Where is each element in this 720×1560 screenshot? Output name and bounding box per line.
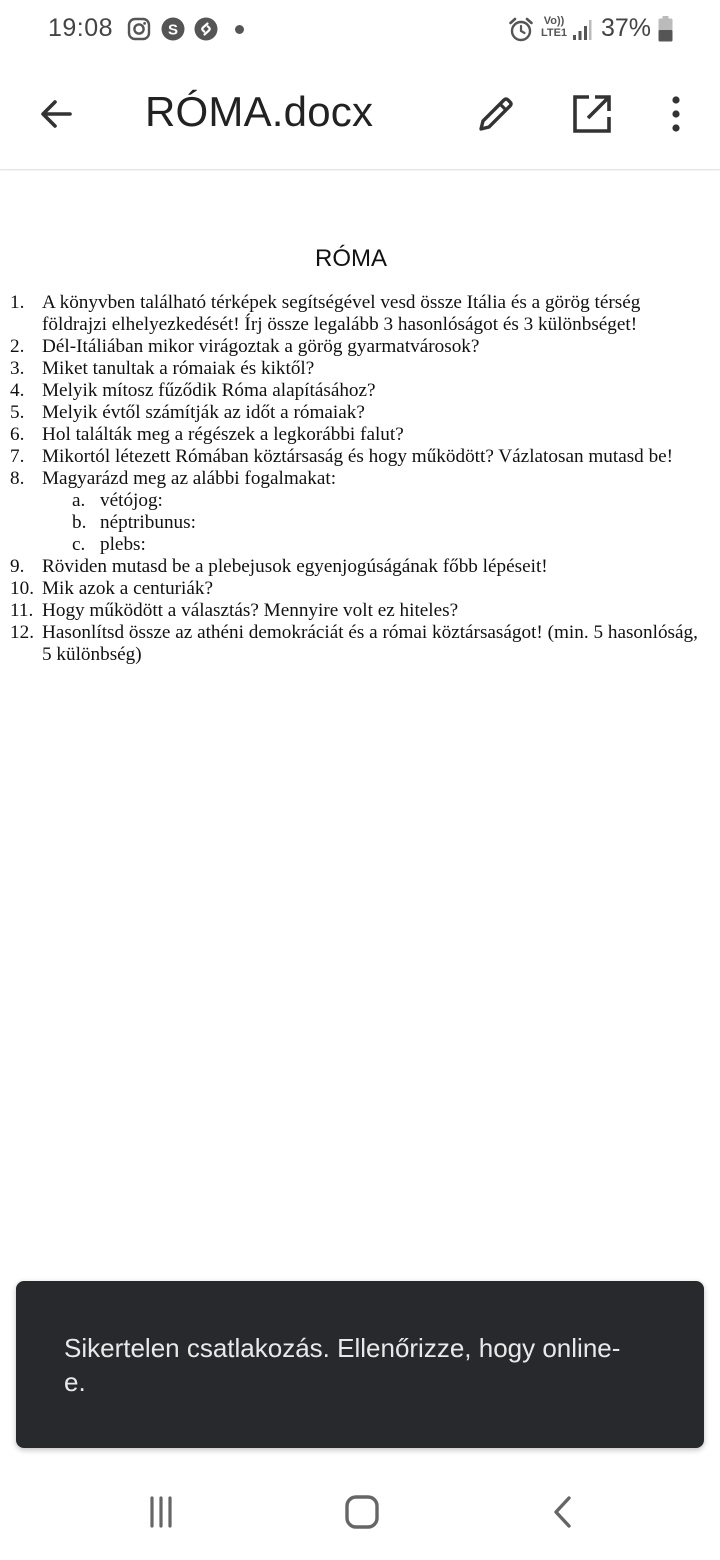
status-bar: [0, 0, 720, 60]
item-number: 2.: [10, 336, 25, 357]
pencil-icon: [475, 93, 517, 135]
recents-icon: [143, 1494, 179, 1530]
item-text: Dél-Itáliában mikor virágoztak a görög gyarmatvárosok?: [42, 336, 480, 357]
sub-item-letter: b.: [72, 512, 87, 533]
list-item: [10, 358, 710, 380]
open-external-icon: [571, 93, 613, 135]
list-item: [10, 600, 710, 622]
list-item: [10, 292, 710, 336]
sub-item-letter: a.: [72, 490, 86, 511]
item-number: 5.: [10, 402, 25, 423]
skype-icon: [160, 16, 186, 42]
sub-list-item: [42, 512, 710, 534]
item-text: Hogy működött a választás? Mennyire volt ez hiteles?: [42, 600, 459, 621]
sub-item-text: néptribunus:: [100, 512, 196, 533]
sub-list: [42, 490, 710, 556]
snackbar-message: Sikertelen csatlakozás. Ellenőrizze, hogy online-e.: [64, 1333, 621, 1397]
question-list: [10, 292, 710, 666]
list-item: [10, 446, 710, 468]
volte-bottom-label: LTE1: [540, 27, 568, 39]
sub-item-text: plebs:: [100, 534, 146, 555]
item-text: Mikortól létezett Rómában köztársaság és hogy működött? Vázlatosan mutasd be!: [42, 446, 674, 467]
item-text: Mik azok a centuriák?: [42, 578, 214, 599]
open-with-button[interactable]: [564, 86, 620, 142]
volte-top-label: Vo)): [543, 15, 565, 27]
notification-dot-icon: [235, 25, 244, 34]
list-item: [10, 380, 710, 402]
back-button[interactable]: [28, 86, 84, 142]
home-button[interactable]: [338, 1488, 386, 1536]
snackbar: [16, 1281, 704, 1448]
item-text: Hol találták meg a régészek a legkorábbi falut?: [42, 424, 404, 445]
sub-item-text: vétójog:: [100, 490, 163, 511]
sub-item-letter: c.: [72, 534, 86, 555]
document-title: RÓMA.docx: [145, 88, 374, 135]
svg-text:S: S: [167, 21, 179, 39]
battery-icon: [658, 16, 673, 42]
list-item: [10, 556, 710, 578]
item-text: Melyik mítosz fűződik Róma alapításához?: [42, 380, 376, 401]
list-item: [10, 468, 710, 556]
battery-percent: 37%: [601, 14, 652, 42]
document-heading: RÓMA: [315, 245, 387, 272]
home-icon: [342, 1492, 382, 1532]
app-bar: [0, 60, 720, 170]
shazam-icon: [193, 16, 219, 42]
item-number: 9.: [10, 556, 25, 577]
recents-button[interactable]: [137, 1488, 185, 1536]
item-text: Miket tanultak a rómaiak és kiktől?: [42, 358, 315, 379]
list-item: [10, 578, 710, 600]
item-number: 6.: [10, 424, 25, 445]
list-item: [10, 622, 710, 666]
document-view[interactable]: [0, 171, 720, 1281]
item-text: Hasonlítsd össze az athéni demokráciát és a római köztársaságot! (min. 5 hasonlóság, 5 különbség): [42, 622, 698, 665]
volte-icon: [539, 15, 569, 39]
item-number: 4.: [10, 380, 25, 401]
item-number: 11.: [10, 600, 34, 621]
back-arrow-icon: [36, 94, 76, 134]
list-item: [10, 336, 710, 358]
navigation-bar: [0, 1464, 720, 1560]
status-time: 19:08: [48, 14, 114, 42]
back-icon: [546, 1494, 582, 1530]
signal-icon: [572, 17, 592, 41]
item-number: 12.: [10, 622, 34, 643]
alarm-icon: [507, 16, 535, 44]
item-text: Röviden mutasd be a plebejusok egyenjogúságának főbb lépéseit!: [42, 556, 548, 577]
more-vert-icon: [668, 94, 684, 134]
list-item: [10, 402, 710, 424]
more-options-button[interactable]: [648, 86, 704, 142]
item-text: A könyvben található térképek segítségével vesd össze Itália és a görög térség földrajzi elhelyezkedését! Írj össze legalább 3 hasonlóságot és 3 különbséget!: [42, 292, 641, 335]
sub-list-item: [42, 490, 710, 512]
edit-button[interactable]: [468, 86, 524, 142]
item-number: 1.: [10, 292, 25, 313]
list-item: [10, 424, 710, 446]
item-number: 3.: [10, 358, 25, 379]
item-text: Magyarázd meg az alábbi fogalmakat:: [42, 468, 337, 489]
item-number: 8.: [10, 468, 25, 489]
sub-list-item: [42, 534, 710, 556]
instagram-icon: [126, 16, 152, 42]
item-text: Melyik évtől számítják az időt a rómaiak?: [42, 402, 365, 423]
item-number: 7.: [10, 446, 25, 467]
system-back-button[interactable]: [540, 1488, 588, 1536]
item-number: 10.: [10, 578, 34, 599]
